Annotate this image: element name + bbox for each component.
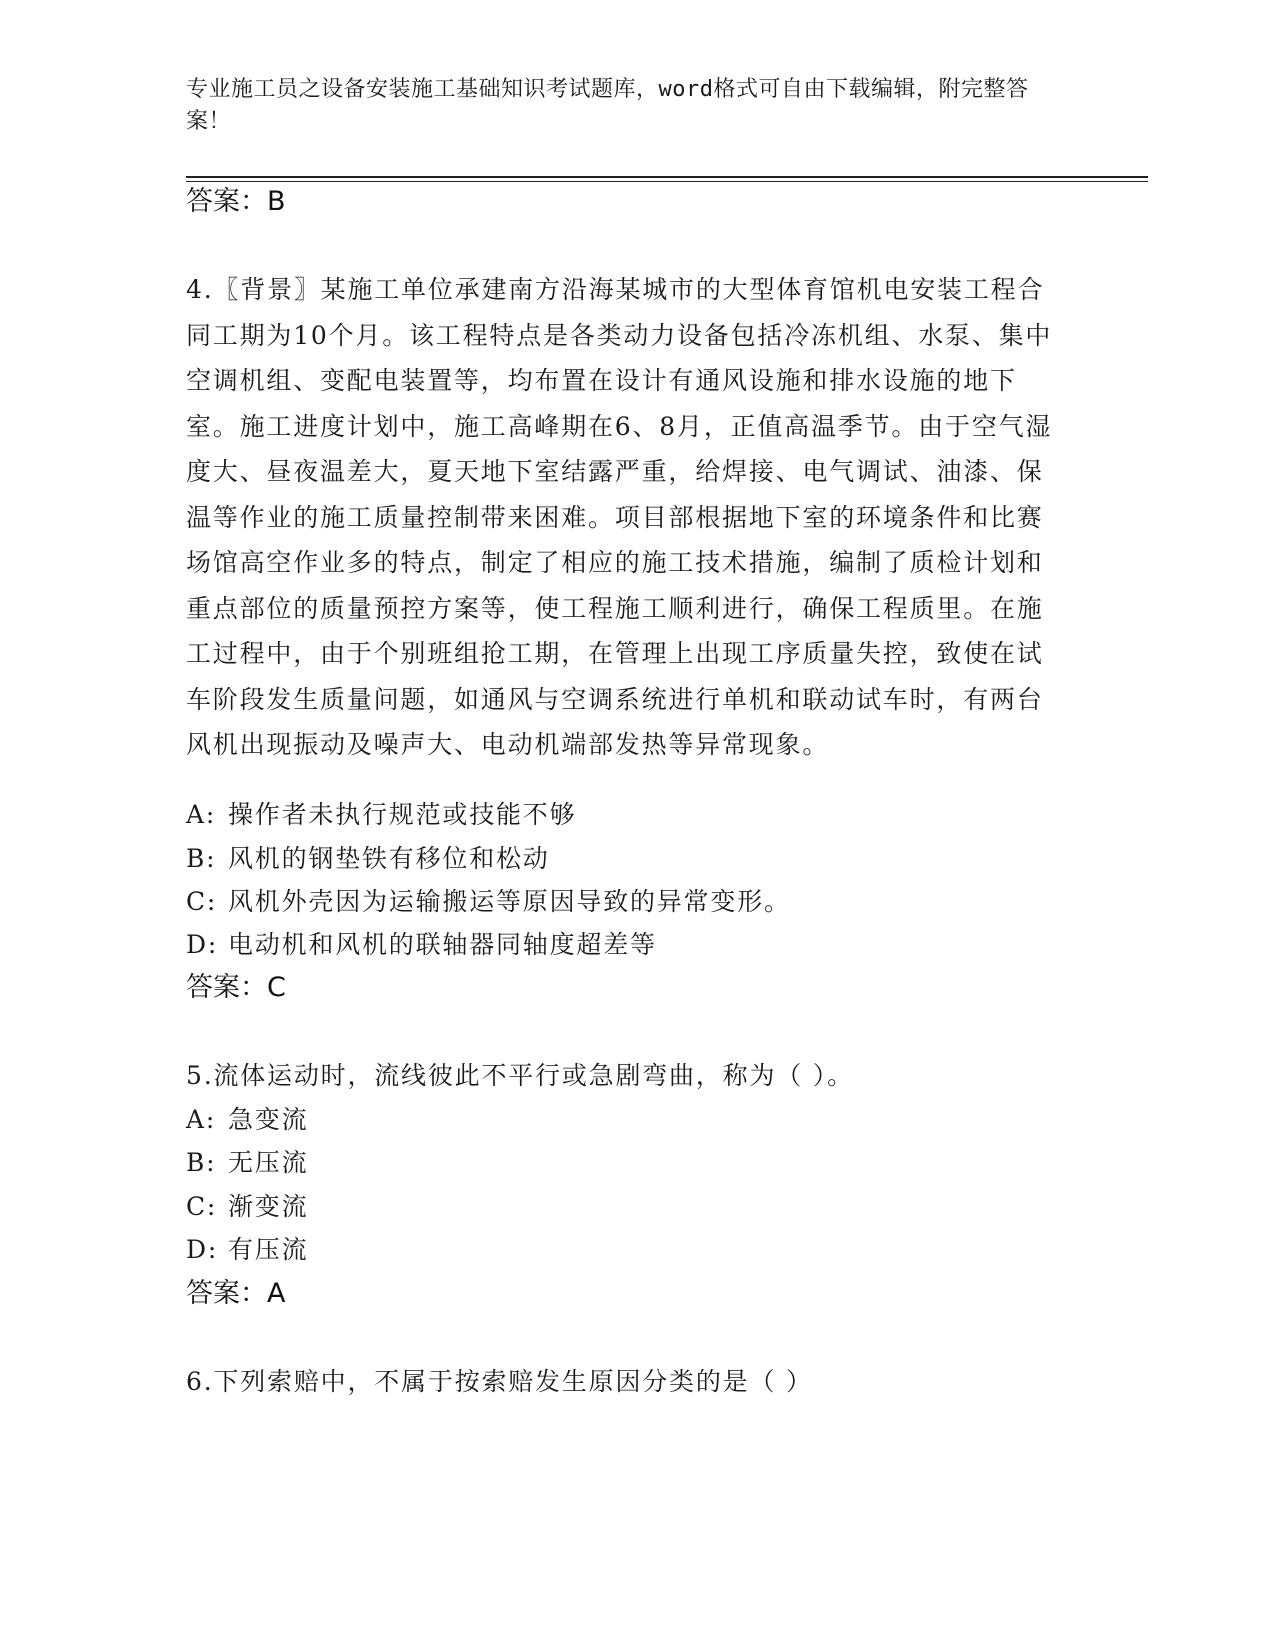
header-rule-thin — [186, 181, 1148, 182]
option-text: 无压流 — [228, 1148, 309, 1177]
question-4-text: 4.〖背景〗某施工单位承建南方沿海某城市的大型体育馆机电安装工程合同工期为10个月。该工程特点是各类动力设备包括冷冻机组、水泵、集中空调机组、变配电装置等，均布置在设计有通风设施和排水设施的地下室。施工进度计划中，施工高峰期在6、8月，正值高温季节。由于空气湿度大、昼夜温差大，夏天地下室结露严重，给焊接、电气调试、油漆、保温等作业的施工质量控制带来困难。项目部根据地下室的环境条件和比赛场馆高空作业多的特点，制定了相应的施工技术措施，编制了质检计划和重点部位的质量预控方案等，使工程施工顺利进行，确保工程质里。在施工过程中，由于个别班组抢工期，在管理上出现工序质量失控，致使在试车阶段发生质量问题，如通风与空调系统进行单机和联动试车时，有两台风机出现振动及噪声大、电动机端部发热等异常现象。 — [186, 275, 1053, 759]
option-label: C: — [186, 1192, 218, 1221]
option-text: 操作者未执行规范或技能不够 — [228, 800, 577, 829]
header-rule-thick — [186, 176, 1148, 178]
question-5-option-d — [186, 1232, 1066, 1268]
option-text: 风机外壳因为运输搬运等原因导致的异常变形。 — [228, 887, 791, 916]
answer-q5: 答案：A — [186, 1278, 286, 1309]
question-5-option-b — [186, 1145, 1066, 1181]
option-label: B: — [186, 844, 217, 873]
option-text: 急变流 — [228, 1105, 309, 1134]
option-label: C: — [186, 887, 218, 916]
question-4-option-b — [186, 841, 1066, 877]
question-4-option-c — [186, 884, 1066, 920]
option-label: A: — [186, 1105, 217, 1134]
answer-q4: 答案：C — [186, 972, 286, 1003]
option-text: 渐变流 — [228, 1192, 309, 1221]
answer-q3: 答案：B — [186, 186, 286, 217]
option-label: A: — [186, 800, 217, 829]
question-5-option-a — [186, 1102, 1066, 1138]
question-4-option-a — [186, 797, 1066, 833]
question-6-text: 6.下列索赔中，不属于按索赔发生原因分类的是（ ） — [186, 1367, 813, 1396]
option-label: B: — [186, 1148, 217, 1177]
option-text: 风机的钢垫铁有移位和松动 — [228, 844, 550, 873]
option-text: 有压流 — [228, 1235, 309, 1264]
option-label: D: — [186, 930, 219, 959]
option-text: 电动机和风机的联轴器同轴度超差等 — [228, 930, 657, 959]
question-5-option-c — [186, 1189, 1066, 1225]
option-label: D: — [186, 1235, 219, 1264]
question-5-text: 5.流体运动时，流线彼此不平行或急剧弯曲，称为（ ）。 — [186, 1061, 854, 1090]
question-4-option-d — [186, 927, 1066, 963]
page-header: 专业施工员之设备安装施工基础知识考试题库，word格式可自由下载编辑，附完整答案！ — [186, 77, 1029, 134]
